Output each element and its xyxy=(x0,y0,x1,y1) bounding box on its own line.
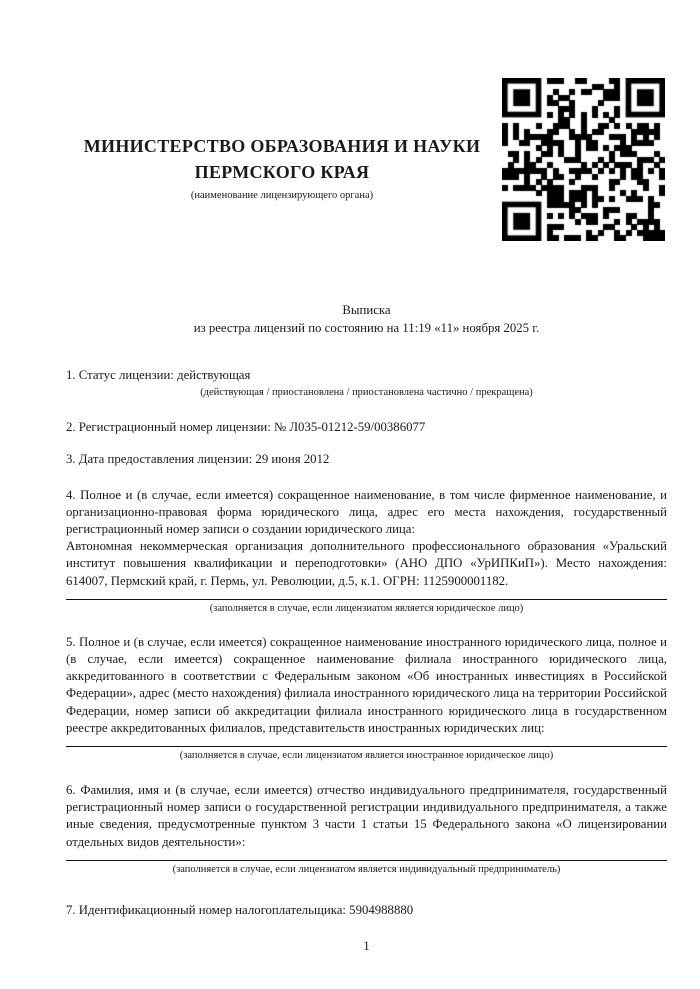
section-license-status xyxy=(66,367,667,399)
document-body xyxy=(66,0,667,955)
foreign-entity-clause: 5. Полное и (в случае, если имеется) сокращенное наименование иностранного юридического лица, полное и (в случае, если имеется) сокращенное наименование филиала иностранного юридического лица, аккредитованного в соответствии с Федеральным законом «Об иностранных инвестициях в Российской Федерации», адрес (место нахождения) филиала иностранного юридического лица на территории Российской Федерации, номер записи об аккредитации филиала иностранного юридического лица в государственном реестре аккредитованных филиалов, представительств иностранных юридических лиц: xyxy=(66,634,667,735)
header-caption: (наименование лицензирующего органа) xyxy=(190,190,374,201)
foreign-entity-caption: (заполняется в случае, если лицензиатом является иностранное юридическое лицо) xyxy=(179,750,554,762)
section-legal-entity xyxy=(66,487,667,615)
license-status-options-caption: (действующая / приостановлена / приостановлена частично / прекращена) xyxy=(200,387,533,399)
ministry-name-line2: ПЕРМСКОГО КРАЯ xyxy=(194,162,370,182)
ministry-name-line1: МИНИСТЕРСТВО ОБРАЗОВАНИЯ И НАУКИ xyxy=(83,136,481,156)
license-status-text: 1. Статус лицензии: действующая xyxy=(66,368,251,382)
legal-entity-clause: 4. Полное и (в случае, если имеется) сокращенное наименование, в том числе фирменное наименование, и организационно-правовая форма юридического лица, адрес его места нахождения, государственный регистрационный номер записи о создании юридического лица: xyxy=(66,487,667,537)
section-grant-date xyxy=(66,451,667,468)
fill-line xyxy=(66,746,667,747)
section-foreign-entity xyxy=(66,634,667,762)
section-taxpayer-number xyxy=(66,902,667,919)
fill-line xyxy=(66,599,667,600)
legal-entity-value: Автономная некоммерческая организация дополнительного профессионального образования «Уральский институт повышения квалификации и переподготовки» (АНО ДПО «УрИПКиП»). Место нахождения: 614007, Пермский край, г. Пермь, ул. Революции, д.5, к.1. ОГРН: 1125900001182. xyxy=(66,539,667,588)
taxpayer-number-text: 7. Идентификационный номер налогоплательщика: 5904988880 xyxy=(66,902,414,917)
section-registration-number xyxy=(66,419,667,436)
fill-line xyxy=(66,860,667,861)
registration-number-text: 2. Регистрационный номер лицензии: № Л035-01212-59/00386077 xyxy=(66,420,426,435)
document-title xyxy=(66,302,667,337)
grant-date-text: 3. Дата предоставления лицензии: 29 июня 2012 xyxy=(66,452,330,467)
section-entrepreneur xyxy=(66,782,667,876)
entrepreneur-clause: 6. Фамилия, имя и (в случае, если имеется) отчество индивидуального предпринимателя, государственный регистрационный номер записи о государственной регистрации индивидуального предпринимателя, а также иные сведения, предусмотренные пунктом 3 части 1 статьи 15 Федерального закона «О лицензировании отдельных видов деятельности»: xyxy=(66,783,667,849)
title-line2: из реестра лицензий по состоянию на 11:19 «11» ноября 2025 г. xyxy=(193,320,540,335)
entrepreneur-caption: (заполняется в случае, если лицензиатом является индивидуальный предприниматель) xyxy=(172,863,561,875)
page-number: 1 xyxy=(363,939,370,954)
legal-entity-caption: (заполняется в случае, если лицензиатом является юридическое лицо) xyxy=(209,602,524,614)
title-line1: Выписка xyxy=(342,303,391,317)
